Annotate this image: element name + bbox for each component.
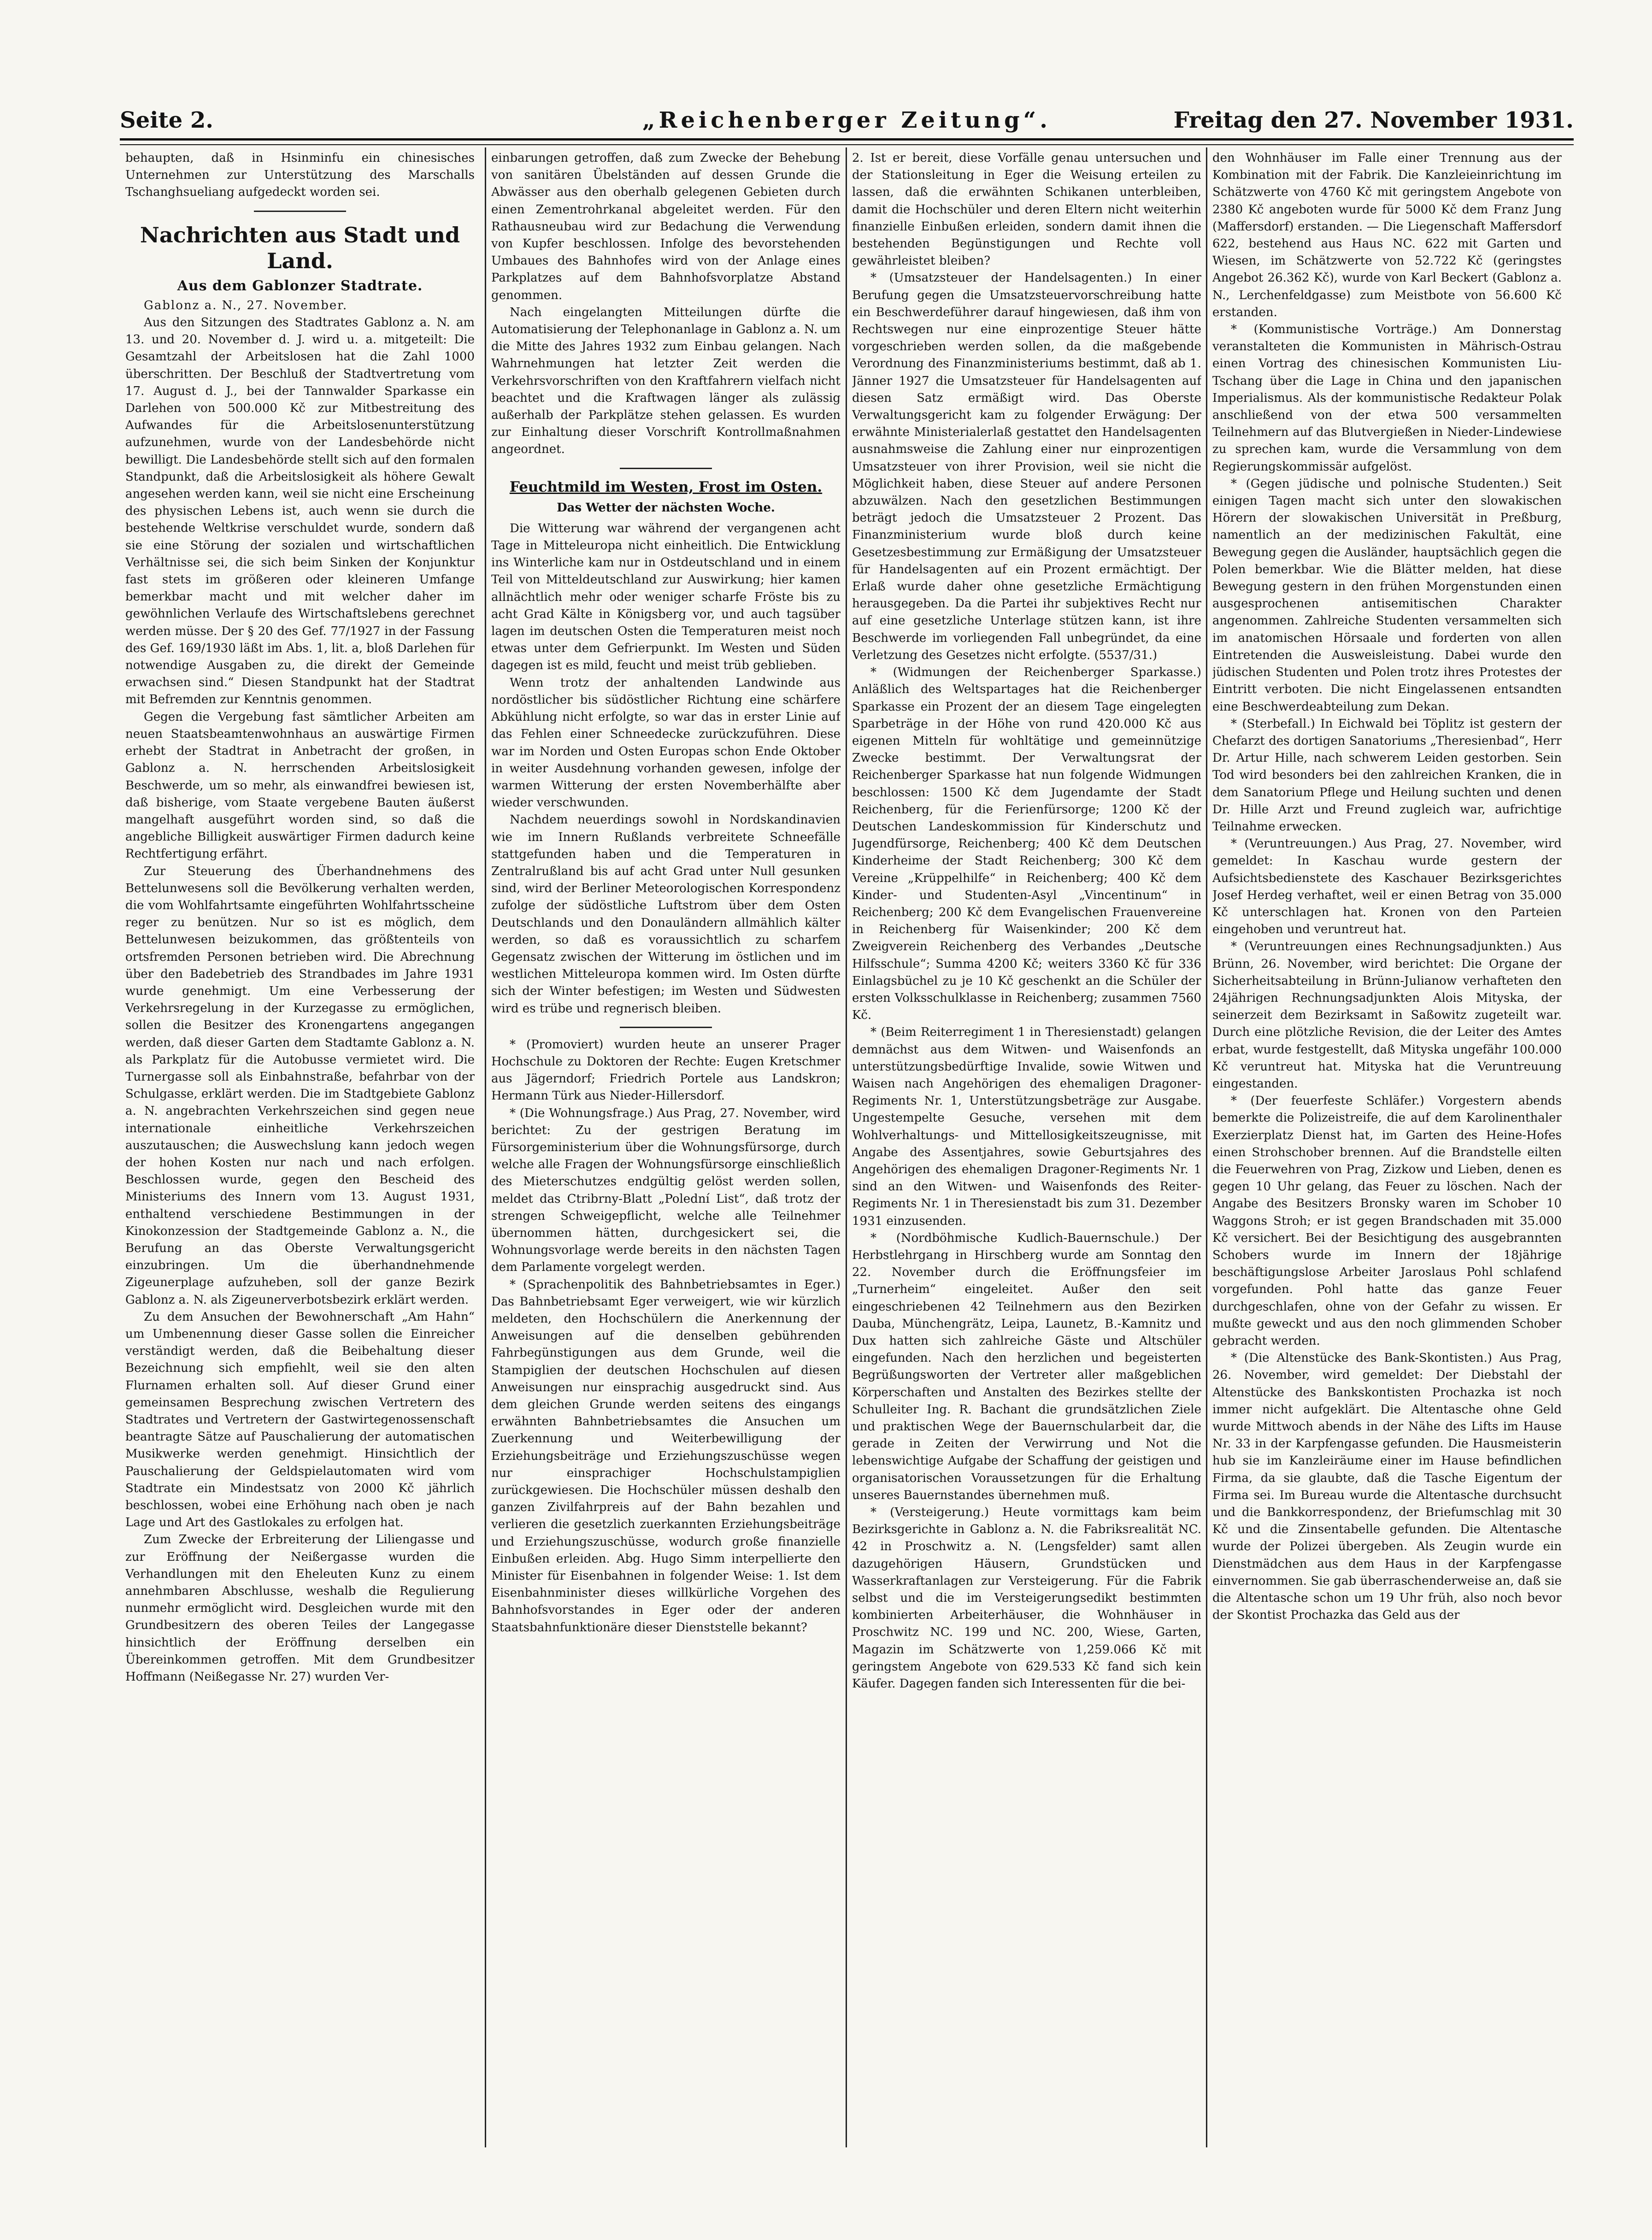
issue-date: Freitag den 27. November 1931. — [1173, 107, 1574, 133]
news-item: * (Die Altenstücke des Bank-Skontisten.) Aus Prag, 26. November, wird gemeldet: Der Diebstahl der Altenstücke des Bankskontisten Prochazka ist noch immer nicht aufgeklärt. Die Altentasche ohne Geld wurde Mittwoch abends in der Nähe des Lifts im Hause Nr. 33 in der Karpfengasse gefunden. Die Hausmeisterin hub sie im Kanzleiräume einer im Hause befindlichen Firma, da sie glaubte, daß die Tasche Eigentum der Firma sei. Im Bureau wurde die Altentasche durchsucht und die Bankkorrespondenz, der Briefumschlag mit 30 Kč und die Zinsentabelle gefunden. Die Altentasche wurde der Polizei übergeben. Als Zeugin wurde ein Dienstmädchen aus dem Haus in der Karpfengasse einvernommen. Sie gab überraschenderweise an, daß sie die Altentasche schon um 19 Uhr früh, also noch bevor der Skontist Prochazka das Geld aus der — [1212, 1351, 1562, 1623]
news-item: den Wohnhäuser im Falle einer Trennung aus der Kombination mit der Fabrik. Die Kanzleieinrichtung im Schätzwerte von 4760 Kč mit geringstem Angebote von 2380 Kč angeboten wurde für 5000 Kč dem Franz Jung (Maffersdorf) erstanden. — Die Liegenschaft Maffersdorf 622, bestehend aus Haus NC. 622 mit Garten und Wiesen, im Schätzwerte von 52.722 Kč (geringstes Angebot 26.362 Kč), wurde von Karl Beckert (Gablonz a. N., Lerchenfeldgasse) zum Meistbote von 56.600 Kč erstanden. — [1212, 151, 1562, 319]
news-item: 2. Ist er bereit, diese Vorfälle genau untersuchen und der Stationsleitung in Eger die Weisung erteilen zu lassen, daß die erwähnten Schikanen unterbleiben, damit die Hochschüler und deren Eltern nicht weiterhin finanzielle Einbußen erleiden, sondern damit ihnen die bestehenden Begünstigungen und Rechte voll gewährleistet bleiben? — [852, 151, 1201, 268]
news-item: * (Promoviert) wurden heute an unserer Prager Hochschule zu Doktoren der Rechte: Eugen Kretschmer aus Jägerndorf; Friedrich Portele aus Landskron; Hermann Türk aus Nieder-Hillersdorf. — [491, 1037, 841, 1103]
article-paragraph: Nachdem neuerdings sowohl in Nordskandinavien wie im Innern Rußlands verbreitete Schneefälle stattgefunden haben und die Temperaturen in Zentralrußland bis auf acht Grad unter Null gesunken sind, wird der Berliner Meteorologischen Korrespondenz zufolge der südöstliche Luftstrom über dem Osten Deutschlands und den Donauländern allmählich kälter werden, so daß es voraussichtlich zu scharfem Gegensatz zwischen der Witterung im östlichen und im westlichen Mitteleuropa kommen wird. Im Osten dürfte sich der Winter befestigen; im Westen und Südwesten wird es trübe und regnerisch bleiben. — [491, 813, 841, 1016]
article-paragraph: Gegen die Vergebung fast sämtlicher Arbeiten am neuen Staatsbeamtenwohnhaus an auswärtige Firmen erhebt der Stadtrat in Anbetracht der großen, in Gablonz a. N. herrschenden Arbeitslosigkeit Beschwerde, um so mehr, als einwandfrei bewiesen ist, daß bisherige, vom Staate vergebene Bauten äußerst mangelhaft ausgeführt worden sind, so daß die angebliche Billigkeit auswärtiger Firmen dadurch keine Rechtfertigung erfährt. — [125, 710, 475, 861]
news-item: * (Versteigerung.) Heute vormittags kam beim Bezirksgerichte in Gablonz a. N. die Fabriksrealität NC. 42 in Proschwitz a. N. (Lengsfelder) samt allen dazugehörigen Häusern, Grundstücken und Wasserkraftanlagen zur Versteigerung. Für die Fabrik selbst und die im Versteigerungsedikt bestimmten kombinierten Arbeiterhäuser, die Wohnhäuser in Proschwitz NC. 199 und NC. 200, Wiese, Garten, Magazin im Schätzwerte von 1,259.066 Kč mit geringstem Angebote von 629.533 Kč fand sich kein Käufer. Dagegen fanden sich Interessenten für die bei- — [852, 1505, 1201, 1691]
news-item: * (Sterbefall.) In Eichwald bei Töplitz ist gestern der Chefarzt des dortigen Sanatoriums „Theresienbad“, Herr Dr. Artur Hille, nach schwerem Leiden gestorben. Sein Tod wird besonders bei den zahlreichen Kranken, die in dem Sanatorium Pflege und Heilung suchten und denen Dr. Hille Arzt und Freund zugleich war, aufrichtige Teilnahme erwecken. — [1212, 717, 1562, 834]
section-headline: Nachrichten aus Stadt und Land. — [140, 222, 460, 273]
separator-rule — [620, 468, 712, 469]
column-divider — [846, 147, 847, 2147]
column-4 — [1212, 150, 1562, 2136]
article-paragraph: einbarungen getroffen, daß zum Zwecke der Behebung von sanitären Übelständen auf dessen Grunde die Abwässer aus den oberhalb gelegenen Gebieten durch einen Zementrohrkanal abgeleitet werden. Für den Rathausneubau wird zur Bedachung die Verwendung von Kupfer beschlossen. Infolge des bevorstehenden Umbaues des Bahnhofes wird von der Anlage eines Parkplatzes auf dem Bahnhofsvorplatze Abstand genommen. — [491, 151, 841, 302]
news-item: * (Die Wohnungsfrage.) Aus Prag, 27. November, wird berichtet: Zu der gestrigen Beratung im Fürsorgeministerium über die Wohnungsfürsorge, durch welche alle Fragen der Wohnungsfürsorge einschließlich des Mieterschutzes endgültig gelöst werden sollen, meldet das Ctribrny-Blatt „Polední List“, daß trotz der strengen Schweigepflicht, welche alle Teilnehmer übernommen hätten, durchgesickert sei, die Wohnungsvorlage werde bereits in den nächsten Tagen dem Parlamente vorgelegt werden. — [491, 1106, 841, 1275]
column-divider — [485, 147, 486, 2147]
news-item: * (Kommunistische Vorträge.) Am Donnerstag veranstalteten die Kommunisten in Mährisch-Ostrau einen Vortrag des chinesischen Kommunisten Liu-Tschang über die Lage in China und den japanischen Imperialismus. Als der kommunistische Redakteur Polak anschließend von der etwa 500 versammelten Teilnehmern auf das Blutvergießen in Nieder-Lindewiese zu sprechen kam, wurde die Versammlung von dem Regierungskommissär aufgelöst. — [1212, 323, 1562, 474]
news-item: * (Widmungen der Reichenberger Sparkasse.) Anläßlich des Weltspartages hat die Reichenberger Sparkasse ein Prozent der an diesem Tage eingelegten Sparbeträge in der Höhe von rund 420.000 Kč aus eigenen Mitteln für wohltätige und gemeinnützige Zwecke bestimmt. Der Verwaltungsrat der Reichenberger Sparkasse hat nun folgende Widmungen beschlossen: 1500 Kč dem Jugendamte der Stadt Reichenberg, für die Ferienfürsorge; 1200 Kč der Deutschen Landeskommission für Kinderschutz und Jugendfürsorge, Reichenberg; 400 Kč dem Deutschen Kinderheime der Stadt Reichenberg; 300 Kč dem Vereine „Krüppelhilfe“ in Reichenberg; 400 Kč dem Kinder- und Studenten-Asyl „Vincentinum“ in Reichenberg; 200 Kč dem Evangelischen Frauenvereine in Reichenberg für Waisenkinder; 200 Kč dem Zweigverein Reichenberg des Verbandes „Deutsche Hilfsschule“; Summa 4200 Kč; weiters 3360 Kč für 336 Einlagsbüchel zu je 10 Kč geschenkt an die Schüler der ersten Volksschulklasse in Reichenberg; zusammen 7560 Kč. — [852, 665, 1201, 1023]
article-paragraph: Zum Zwecke der Erbreiterung der Liliengasse und zur Eröffnung der Neißergasse wurden die Verhandlungen mit den Eheleuten Kunz zu einem annehmbaren Abschlusse, weshalb die Regulierung nunmehr ermöglicht wird. Desgleichen wurde mit den Grundbesitzern des oberen Teiles der Langegasse hinsichtlich der Eröffnung derselben ein Übereinkommen getroffen. Mit dem Grundbesitzer Hoffmann (Neißegasse Nr. 27) wurden Ver- — [125, 1533, 475, 1684]
article-paragraph: Nach eingelangten Mitteilungen dürfte die Automatisierung der Telephonanlage in Gablonz a. N. um die Mitte des Jahres 1932 zum Einbau gelangen. Nach Wahrnehmungen hat letzter Zeit werden die Verkehrsvorschriften von den Kraftfahrern vielfach nicht beachtet und die Kraftwagen länger als zulässig außerhalb der Parkplätze stehen gelassen. Es wurden zur Einhaltung dieser Vorschrift Kontrollmaßnahmen angeordnet. — [491, 305, 841, 457]
article-paragraph: Zur Steuerung des Überhandnehmens des Bettelunwesens soll die Bevölkerung verhalten werden, die vom Wohlfahrtsamte eingeführten Wohlfahrtsscheine reger zu benützen. Nur so ist es möglich, dem Bettelunwesen beizukommen, das größtenteils von ortsfremden Personen betrieben wird. Die Abrechnung über den Badebetrieb des Strandbades im Jahre 1931 wurde genehmigt. Um eine Verbesserung der Verkehrsregelung in der Kurzegasse zu ermöglichen, sollen die Besitzer des Kronengartens angegangen werden, daß dieser Garten dem Stadtamte Gablonz a. N. als Parkplatz für die Autobusse vermietet wird. Die Turnergasse soll als Einbahnstraße, befahrbar von der Schulgasse, erklärt werden. Die im Stadtgebiete Gablonz a. N. angebrachten Verkehrszeichen sind gegen neue internationale einheitliche Verkehrszeichen auszutauschen; die Auswechslung kann jedoch wegen der hohen Kosten nur nach und nach erfolgen. Beschlossen wurde, gegen den Bescheid des Ministeriums des Innern vom 13. August 1931, enthaltend verschiedene Bestimmungen in der Kinokonzession der Stadtgemeinde Gablonz a. N., die Berufung an das Oberste Verwaltungsgericht einzubringen. Um die überhandnehmende Zigeunerplage aufzuheben, soll der ganze Bezirk Gablonz a. N. als Zigeunerverbotsbezirk erklärt werden. — [125, 864, 475, 1307]
separator-rule — [620, 1027, 712, 1028]
news-item: * (Beim Reiterregiment 1 in Theresienstadt) gelangen demnächst aus dem Witwen- und Waisenfonds an unterstützungsbedürftige Invalide, sowie Witwen und Waisen nach Angehörigen des ehemaligen Dragoner-Regiments Nr. 1, Unterstützungsbeträge zur Ausgabe. Ungestempelte Gesuche, versehen mit dem Wohlverhaltungs- und Mittellosigkeitszeugnisse, mit Angabe des Assentjahres, sowie Geburtsjahres des Angehörigen des ehemaligen Dragoner-Regiments Nr. 1 sind an den Witwen- und Waisenfonds des Reiter-Regiments Nr. 1 in Theresienstadt bis zum 31. Dezember 1931 einzusenden. — [852, 1025, 1201, 1228]
article-paragraph: Wenn trotz der anhaltenden Landwinde aus nordöstlicher bis südöstlicher Richtung eine schärfere Abkühlung nicht erfolgte, so war das in erster Linie auf das Fehlen einer Schneedecke zurückzuführen. Diese war im Norden und Osten Europas schon Ende Oktober in weiter Ausdehnung vorhanden gewesen, infolge der warmen Witterung der ersten Novemberhälfte aber wieder verschwunden. — [491, 676, 841, 810]
news-item: * (Veruntreuungen eines Rechnungsadjunkten.) Aus Brünn, 26. November, wird berichtet: Die Organe der Sicherheitsabteilung in Brünn-Julianow verhafteten den 24jährigen Rechnungsadjunkten Alois Mityska, der seinerzeit dem Bezirksamt in Saßowitz zugeteilt war. Durch eine plötzliche Revision, die der Leiter des Amtes erbat, wurde festgestellt, daß Mityska ungefähr 100.000 Kč veruntreut hat. Mityska hat die Veruntreuung eingestanden. — [1212, 940, 1562, 1091]
column-3 — [852, 150, 1201, 2136]
page-number: Seite 2. — [120, 107, 213, 133]
news-item: * (Gegen jüdische und polnische Studenten.) Seit einigen Tagen macht sich unter den slowakischen Hörern der slowakischen Universität in Preßburg, namentlich an der medizinischen Fakultät, eine Bewegung gegen die Ausländer, hauptsächlich gegen die Polen bemerkbar. Wie die Blätter melden, hat diese Bewegung gestern in den frühen Morgenstunden einen ausgesprochenen antisemitischen Charakter angenommen. Zahlreiche Studenten versammelten sich im anatomischen Hörsaale und forderten von allen Eintretenden die Ausweisleistung. Dabei wurde den jüdischen Studenten und Polen trotz ihres Protestes der Eintritt verboten. Die nicht Eingelassenen entsandten eine Beschwerdeabteilung zum Dekan. — [1212, 476, 1562, 714]
article-carryover: behaupten, daß in Hsinminfu ein chinesisches Unternehmen zur Unterstützung des Marschalls Tschanghsueliang aufgedeckt worden sei. — [125, 151, 475, 200]
news-item: * (Veruntreuungen.) Aus Prag, 27. November, wird gemeldet: In Kaschau wurde gestern der Aufsichtsbedienstete des Kaschauer Bezirksgerichtes Josef Herdeg verhaftet, weil er einen Betrag von 35.000 Kč unterschlagen hat. Kronen von den Parteien eingehoben und veruntreut hat. — [1212, 837, 1562, 937]
news-item: * (Nordböhmische Kudlich-Bauernschule.) Der Herbstlehrgang in Hirschberg wurde am Sonntag den 22. November durch die Eröffnungsfeier im „Turnerheim“ eingeleitet. Außer den seit eingeschriebenen 42 Teilnehmern aus den Bezirken Dauba, Münchengrätz, Leipa, Launetz, B.-Kamnitz und Dux hatten sich zahlreiche Gäste und Altschüler eingefunden. Nach den herzlichen und begeisterten Begrüßungsworten der Vertreter aller maßgeblichen Körperschaften und Anstalten des Bezirkes stellte der Schulleiter Ing. R. Bachant die grundsätzlichen Ziele und praktischen Wege der Bauernschularbeit dar, die gerade in Zeiten der Verwirrung und Not die lebenswichtige Aufgabe der Schaffung der geistigen und organisatorischen Voraussetzungen für die Erhaltung unseres Bauernstandes übernehmen muß. — [852, 1231, 1201, 1502]
weather-subheadline: Das Wetter der nächsten Woche. — [557, 500, 775, 515]
page-header — [120, 99, 1574, 136]
news-item: * (Sprachenpolitik des Bahnbetriebsamtes in Eger.) Das Bahnbetriebsamt Eger verweigert, wie wir kürzlich meldeten, den Hochschülern die Anerkennung der Anweisungen auf die denselben gebührenden Fahrbegünstigungen aus dem Grunde, weil die Stampiglien der deutschen Hochschulen auf diesen Anweisungen nur einsprachig ausgedruckt sind. Aus dem gleichen Grunde werden seitens des eingangs erwähnten Bahnbetriebsamtes die Ansuchen um Zuerkennung und Weiterbewilligung der Erziehungsbeiträge und Erziehungszuschüsse wegen nur einsprachiger Hochschulstampiglien zurückgewiesen. Die Hochschüler müssen deshalb den ganzen Zivilfahrpreis auf der Bahn bezahlen und verlieren die gesetzlich zuerkannten Erziehungsbeiträge und Erziehungszuschüsse, wodurch große finanzielle Einbußen erleiden. Abg. Hugo Simm interpellierte den Minister für Eisenbahnen in folgender Weise: 1. Ist dem Eisenbahnminister dieses willkürliche Vorgehen des Bahnhofsvorstandes in Eger oder der anderen Staatsbahnfunktionäre dieser Dienststelle bekannt? — [491, 1277, 841, 1634]
news-item: * (Umsatzsteuer der Handelsagenten.) In einer Berufung gegen die Umsatzsteuervorschreibung hatte ein Beschwerdeführer darauf hingewiesen, daß ihm von Rechtswegen nur eine einprozentige Steuer hätte vorgeschrieben werden sollen, da die maßgebende Verordnung des Finanzministeriums bestimmt, daß ab 1. Jänner 1927 die Umsatzsteuer für Handelsagenten auf diesen Satz ermäßigt wird. Das Oberste Verwaltungsgericht kam zu folgender Erwägung: Der erwähnte Ministerialerlaß gestattet den Handelsagenten ausnahmsweise die Zahlung einer nur einprozentigen Umsatzsteuer von ihrer Provision, weil sie nicht die Möglichkeit haben, diese Steuer auf andere Personen abzuwälzen. Nach den gesetzlichen Bestimmungen beträgt jedoch die Umsatzsteuer 2 Prozent. Das Finanzministerium wurde bloß durch keine Gesetzesbestimmung zur Ermäßigung der Umsatzsteuer für Handelsagenten auf ein Prozent ermächtigt. Der Erlaß wurde daher ohne gesetzliche Ermächtigung herausgegeben. Da die Partei ihr subjektives Recht nur auf eine gesetzliche Unterlage stützen kann, ist ihre Beschwerde im vorliegenden Fall unbegründet, da eine Verletzung des Gesetzes nicht erfolgte. (5537/31.) — [852, 271, 1201, 662]
separator-rule — [254, 211, 346, 212]
article-paragraph: Zu dem Ansuchen der Bewohnerschaft „Am Hahn“ um Umbenennung dieser Gasse sollen die Einreicher verständigt werden, daß die Beibehaltung dieser Bezeichnung sich empfiehlt, weil sie den alten Flurnamen erhalten soll. Auf dieser Grund einer gemeinsamen Besprechung zwischen Vertretern des Stadtrates und Vertretern der Gastwirtegenossenschaft beantragte Sätze auf Pauschalierung der automatischen Musikwerke werden genehmigt. Hinsichtlich der Pauschalierung der Geldspielautomaten wird vom Stadtrate ein Mindestsatz von 2000 Kč jährlich beschlossen, wobei eine Erhöhung nach oben je nach Lage und Art des Gastlokales zu erfolgen hat. — [125, 1310, 475, 1530]
news-item: * (Der feuerfeste Schläfer.) Vorgestern abends bemerkte die Polizeistreife, die auf dem Karolinenthaler Exerzierplatz Dienst hat, im Garten des Heine-Hofes einen Strohschober brennen. Auf die Brandstelle eilten die Feuerwehren von Prag, Zizkow und Lieben, denen es gegen 10 Uhr gelang, das Feuer zu löschen. Nach der Angabe des Besitzers Bronsky waren im Schober 10 Waggons Stroh; er ist gegen Brandschaden mit 35.000 Kč versichert. Bei der Besichtigung des ausgebrannten Schobers wurde im Innern der 18jährige beschäftigungslose Arbeiter Jaroslaus Pohl schlafend vorgefunden. Pohl hatte das ganze Feuer durchgeschlafen, ohne von der Gefahr zu wissen. Er mußte geweckt und aus den noch glimmenden Schober gebracht werden. — [1212, 1094, 1562, 1348]
article-subheadline: Aus dem Gablonzer Stadtrate. — [177, 277, 423, 294]
article-paragraph: Die Witterung war während der vergangenen acht Tage in Mitteleuropa nicht einheitlich. Die Entwicklung ins Winterliche kam nur in Ostdeutschland und in einem Teil von Mitteldeutschland zur Auswirkung; hier kamen allnächtlich mehr oder weniger scharfe Fröste bis zu acht Grad Kälte in Königsberg vor, und auch tagsüber lagen im deutschen Osten die Temperaturen meist noch etwas unter dem Gefrierpunkt. Im Westen und Süden dagegen ist es mild, feucht und meist trüb geblieben. — [491, 521, 841, 673]
article-dateline: Gablonz a. N., 27. November. — [144, 298, 348, 312]
newspaper-name: „Reichenberger Zeitung“. — [642, 107, 1051, 133]
weather-headline: Feuchtmild im Westen, Frost im Osten. — [509, 478, 823, 495]
header-rule — [120, 138, 1574, 145]
column-1 — [125, 150, 475, 2136]
column-2 — [491, 150, 841, 2136]
column-divider — [1206, 147, 1207, 2147]
article-paragraph: Aus den Sitzungen des Stadtrates Gablonz a. N. am 13. und 20. November d. J. wird u. a. mitgeteilt: Die Gesamtzahl der Arbeitslosen hat die Zahl 1000 überschritten. Der Beschluß der Stadtvertretung vom 17. August d. J., bei der Tannwalder Sparkasse ein Darlehen von 500.000 Kč zur Mitbestreitung des Aufwandes für die Arbeitslosenunterstützung aufzunehmen, wurde von der Landesbehörde nicht bewilligt. Die Landesbehörde stellt sich auf den formalen Standpunkt, daß die Arbeitslosigkeit als höhere Gewalt angesehen werden kann, weil sie nicht eine Erscheinung des physischen Lebens ist, auch wenn sie durch die bestehende Weltkrise verschuldet wurde, sondern daß sie eine Störung der sozialen und wirtschaftlichen Verhältnisse sei, die sich beim Sinken der Konjunktur fast stets im größeren oder kleineren Umfange bemerkbar macht und mit welcher daher im gewöhnlichen Verlaufe des Wirtschaftslebens gerechnet werden müsse. Der § 20 des Gef. 77/1927 in der Fassung des Gef. 169/1930 läßt im Abs. 1, lit. a, bloß Darlehen für notwendige Ausgaben zu, die direkt der Gemeinde erwachsen sind.“ Diesen Standpunkt hat der Stadtrat mit Befremden zur Kenntnis genommen. — [125, 316, 475, 707]
